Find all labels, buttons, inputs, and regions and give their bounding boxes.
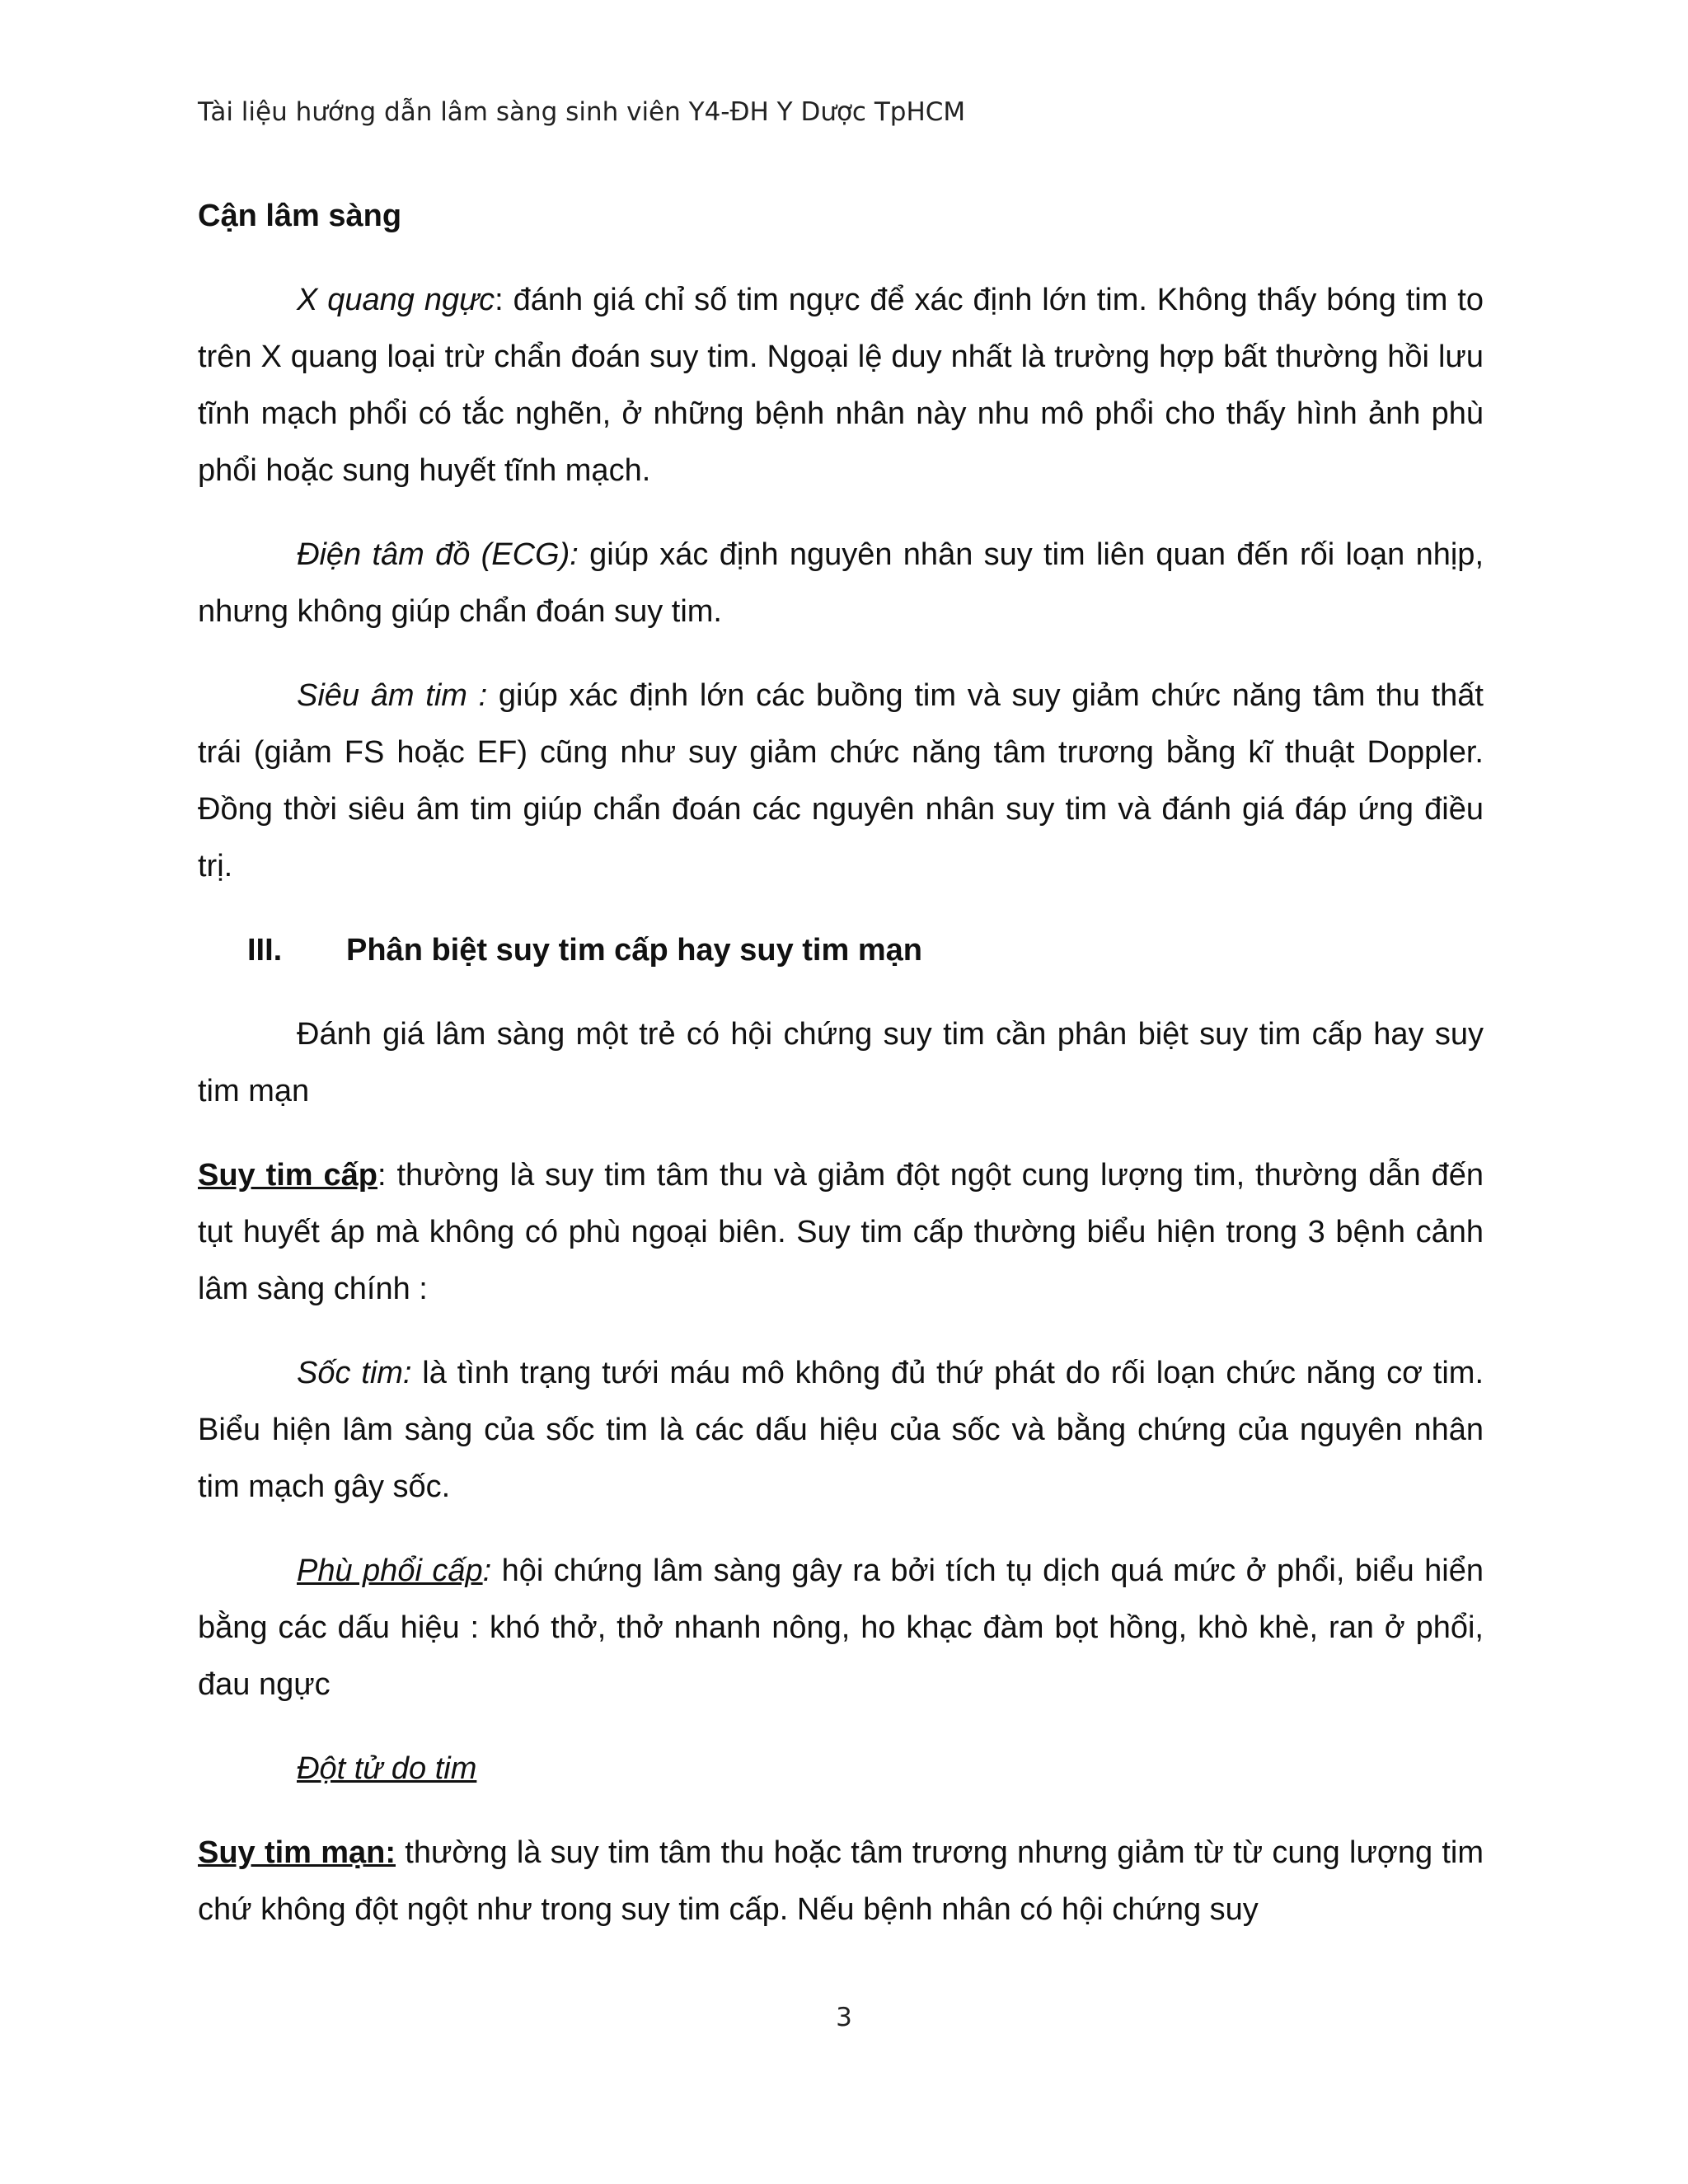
- term-sieu-am: Siêu âm tim :: [297, 678, 488, 713]
- section-title-can-lam-sang: Cận lâm sàng: [198, 199, 402, 233]
- paragraph-dot-tu: [198, 1741, 1484, 1797]
- term-suy-tim-cap: Suy tim cấp: [198, 1158, 377, 1193]
- term-soc-tim: Sốc tim:: [297, 1356, 412, 1390]
- text-suy-tim-man: thường là suy tim tâm thu hoặc tâm trương nhưng giảm từ từ cung lượng tim chứ không đột ngột như trong suy tim cấp. Nếu bệnh nhân có hội chứng suy: [198, 1835, 1484, 1927]
- term-dot-tu: Đột tử do tim: [297, 1751, 477, 1786]
- paragraph-ecg: [198, 527, 1484, 640]
- paragraph-x-quang: [198, 272, 1484, 499]
- paragraph-suy-tim-cap: [198, 1147, 1484, 1318]
- page-content: [198, 188, 1484, 1966]
- text-soc-tim: là tình trạng tưới máu mô không đủ thứ phát do rối loạn chức năng cơ tim. Biểu hiện lâm sàng của sốc tim là các dấu hiệu của sốc và bằng chứng của nguyên nhân tim mạch gây sốc.: [198, 1356, 1484, 1504]
- section-heading-text: Phân biệt suy tim cấp hay suy tim mạn: [346, 933, 922, 968]
- text-suy-tim-cap: : thường là suy tim tâm thu và giảm đột ngột cung lượng tim, thường dẫn đến tụt huyết áp mà không có phù ngoại biên. Suy tim cấp thường biểu hiện trong 3 bệnh cảnh lâm sàng chính :: [198, 1158, 1484, 1306]
- paragraph-sieu-am: [198, 668, 1484, 895]
- section-heading-iii: [198, 922, 1484, 979]
- page-header: Tài liệu hướng dẫn lâm sàng sinh viên Y4-ĐH Y Dược TpHCM: [198, 97, 966, 127]
- paragraph-intro: Đánh giá lâm sàng một trẻ có hội chứng suy tim cần phân biệt suy tim cấp hay suy tim mạn: [198, 1017, 1484, 1108]
- term-suy-tim-man: Suy tim mạn:: [198, 1835, 396, 1870]
- paragraph-suy-tim-man: [198, 1825, 1484, 1938]
- term-phu-phoi-cap-colon: :: [482, 1554, 492, 1588]
- text-sieu-am: giúp xác định lớn các buồng tim và suy giảm chức năng tâm thu thất trái (giảm FS hoặc EF) cũng như suy giảm chức năng tâm trương bằng kĩ thuật Doppler. Đồng thời siêu âm tim giúp chẩn đoán các nguyên nhân suy tim và đánh giá đáp ứng điều trị.: [198, 678, 1484, 883]
- text-ecg: giúp xác định nguyên nhân suy tim liên quan đến rối loạn nhịp, nhưng không giúp chẩn đoán suy tim.: [198, 537, 1484, 629]
- paragraph-soc-tim: [198, 1345, 1484, 1516]
- term-phu-phoi-cap: Phù phổi cấp: [297, 1554, 483, 1588]
- section-number: III.: [247, 933, 283, 968]
- text-phu-phoi-cap: hội chứng lâm sàng gây ra bởi tích tụ dịch quá mức ở phổi, biểu hiển bằng các dấu hiệu : khó thở, thở nhanh nông, ho khạc đàm bọt hồng, khò khè, ran ở phổi, đau ngực: [198, 1554, 1484, 1702]
- page-number: 3: [836, 2003, 852, 2032]
- term-ecg: Điện tâm đồ (ECG):: [297, 537, 579, 572]
- text-x-quang: : đánh giá chỉ số tim ngực để xác định lớn tim. Không thấy bóng tim to trên X quang loại trừ chẩn đoán suy tim. Ngoại lệ duy nhất là trường hợp bất thường hồi lưu tĩnh mạch phổi có tắc nghẽn, ở những bệnh nhân này nhu mô phổi cho thấy hình ảnh phù phổi hoặc sung huyết tĩnh mạch.: [198, 283, 1484, 488]
- paragraph-phu-phoi-cap: [198, 1543, 1484, 1713]
- term-x-quang: X quang ngực: [297, 283, 495, 317]
